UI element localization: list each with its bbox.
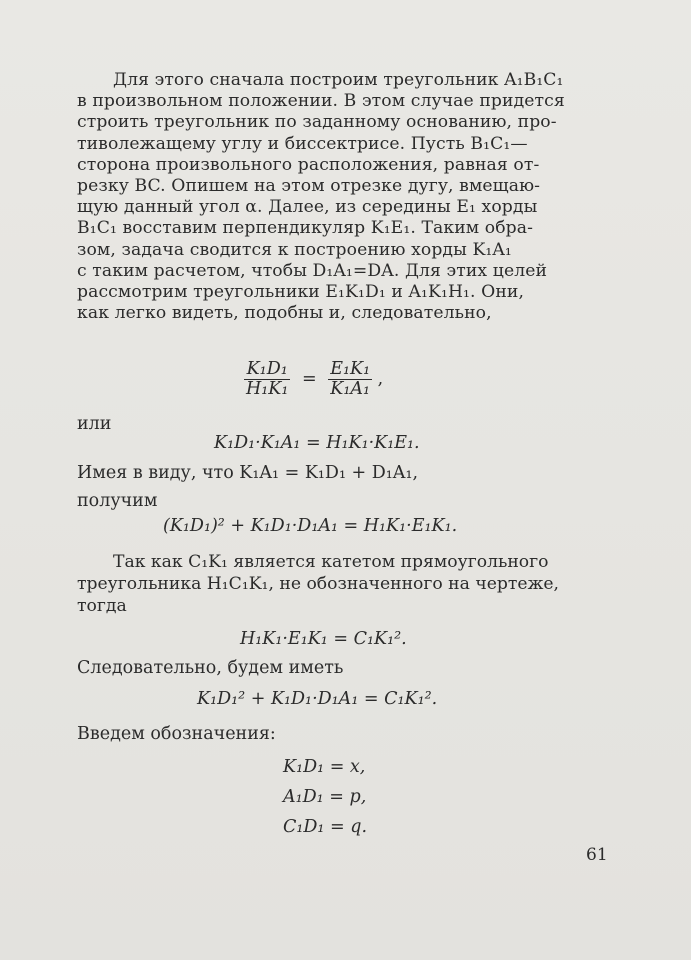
paragraph-1-line: в произвольном положении. В этом случае придется bbox=[77, 91, 565, 112]
fraction-left-numerator: K₁D₁ bbox=[244, 360, 290, 380]
paragraph-2-line: тогда bbox=[77, 596, 127, 616]
paragraph-1-line: сторона произвольного расположения, равная от- bbox=[77, 154, 540, 175]
paragraph-2-line: Так как C₁K₁ является катетом прямоугольного bbox=[113, 552, 549, 572]
equation-5: K₁D₁² + K₁D₁·D₁A₁ = C₁K₁². bbox=[197, 689, 438, 709]
equation-6: K₁D₁ = x, bbox=[283, 757, 366, 777]
fraction-left bbox=[244, 360, 290, 399]
page-number: 61 bbox=[586, 845, 608, 865]
line-vvedem-oboznacheniya: Введем обозначения: bbox=[77, 724, 276, 744]
paragraph-1-line: B₁C₁ восставим перпендикуляр K₁E₁. Таким обра- bbox=[77, 218, 534, 239]
equation-8: C₁D₁ = q. bbox=[283, 817, 368, 837]
word-poluchim: получим bbox=[77, 491, 158, 511]
equation-proportion bbox=[244, 360, 383, 399]
paragraph-1-line: резку BC. Опишем на этом отрезке дугу, вмещаю- bbox=[77, 176, 541, 197]
paragraph-1-line: как легко видеть, подобны и, следовательно, bbox=[77, 303, 492, 324]
fraction-left-denominator: H₁K₁ bbox=[246, 379, 289, 399]
fraction-right-numerator: E₁K₁ bbox=[330, 359, 371, 379]
equation-4: H₁K₁·E₁K₁ = C₁K₁². bbox=[240, 629, 407, 649]
equation-7: A₁D₁ = p, bbox=[283, 787, 367, 807]
line-imeya-v-vidu: Имея в виду, что K₁A₁ = K₁D₁ + D₁A₁, bbox=[77, 463, 419, 483]
equation-3: (K₁D₁)² + K₁D₁·D₁A₁ = H₁K₁·E₁K₁. bbox=[163, 516, 458, 536]
word-ili: или bbox=[77, 414, 112, 434]
paragraph-1-line: тиволежащему углу и биссектрисе. Пусть B₁C₁— bbox=[77, 133, 528, 154]
body-text bbox=[77, 70, 613, 324]
paragraph-1-line: строить треугольник по заданному основанию, про- bbox=[77, 112, 557, 133]
line-sledovatelno: Следовательно, будем иметь bbox=[77, 658, 344, 678]
paragraph-1-line: зом, задача сводится к построению хорды K₁A₁ bbox=[77, 239, 512, 260]
equation-comma: , bbox=[377, 369, 384, 389]
equation-2: K₁D₁·K₁A₁ = H₁K₁·K₁E₁. bbox=[214, 433, 420, 453]
paragraph-2-line: треугольника H₁C₁K₁, не обозначенного на чертеже, bbox=[77, 574, 560, 594]
paragraph-1-line: рассмотрим треугольники E₁K₁D₁ и A₁K₁H₁. Они, bbox=[77, 282, 525, 303]
equals-sign: = bbox=[301, 369, 317, 389]
paragraph-1-line: Для этого сначала построим треугольник A₁B₁C₁ bbox=[113, 70, 564, 90]
paragraph-1-line: с таким расчетом, чтобы D₁A₁=DA. Для этих целей bbox=[77, 260, 548, 281]
paragraph-2 bbox=[77, 551, 613, 617]
fraction-right bbox=[328, 360, 372, 399]
fraction-right-denominator: K₁A₁ bbox=[330, 379, 371, 399]
paragraph-1-line: щую данный угол α. Далее, из середины E₁ хорды bbox=[77, 197, 538, 218]
